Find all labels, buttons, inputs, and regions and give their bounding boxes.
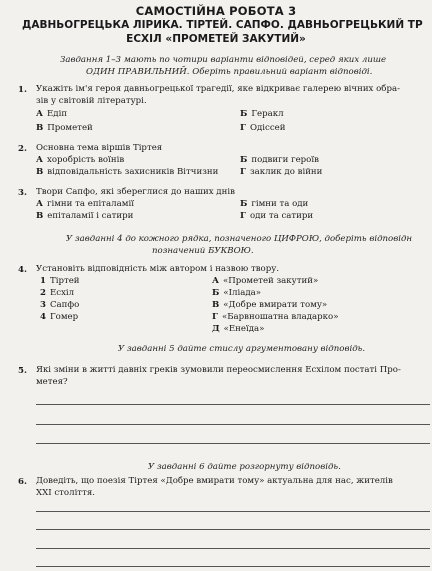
option-letter: Г (240, 167, 246, 177)
question-2-option-a[interactable] (36, 155, 124, 165)
question-5-text-line2: метея? (36, 377, 68, 387)
option-text: Одіссей (249, 123, 286, 133)
q4-work-b[interactable] (212, 288, 261, 298)
question-3-number: 3. (18, 188, 27, 198)
option-letter: Г (240, 123, 246, 133)
option-letter: В (36, 167, 44, 177)
instruction-6: У завданні 6 дайте розгорнуту відповідь. (148, 462, 341, 472)
question-6-number: 6. (18, 477, 27, 487)
match-text: «Барвношатна владарко» (221, 312, 339, 322)
q4-author-3 (40, 300, 79, 310)
instruction-1-line1: Завдання 1–3 мають по чотири варіанти відповідей, серед яких лише (60, 55, 387, 65)
question-6-text-line2: XXI століття. (36, 488, 95, 498)
question-2-number: 2. (18, 144, 27, 154)
answer-line[interactable] (36, 424, 430, 425)
match-text: «Прометей закутий» (223, 276, 319, 286)
option-letter: А (36, 109, 43, 119)
question-2-text: Основна тема віршів Тіртея (36, 143, 163, 153)
question-1-option-c[interactable] (36, 123, 93, 133)
question-2-option-c[interactable] (36, 167, 218, 177)
instruction-1-line2: ОДИН ПРАВИЛЬНИЙ. Оберіть правильний варіант відповіді. (86, 67, 373, 77)
option-letter: Г (240, 211, 246, 221)
option-text: відповідальність захисників Вітчизни (47, 167, 219, 177)
option-text: заклик до війни (249, 167, 323, 177)
option-text: Геракл (251, 109, 284, 119)
question-6-text-line1: Доведіть, що поезія Тіртея «Добре вмирати тому» актуальна для нас, жителів (36, 476, 393, 486)
match-letter: Д (212, 324, 220, 334)
worksheet-subtitle-line2: ЕСХІЛ «ПРОМЕТЕЙ ЗАКУТИЙ» (126, 33, 306, 45)
match-text: Тіртей (49, 276, 80, 286)
match-text: «Іліада» (223, 288, 262, 298)
match-letter: Г (212, 312, 218, 322)
match-text: «Енеїда» (223, 324, 265, 334)
question-5-number: 5. (18, 366, 27, 376)
answer-line[interactable] (36, 404, 430, 405)
question-1-text-line2: зів у світовій літературі. (36, 96, 147, 106)
question-3-option-a[interactable] (36, 199, 134, 209)
match-text: Сапфо (49, 300, 80, 310)
match-letter: А (212, 276, 219, 286)
q4-work-d[interactable] (212, 312, 338, 322)
answer-line[interactable] (36, 511, 430, 512)
match-letter: В (212, 300, 220, 310)
question-3-option-c[interactable] (36, 211, 133, 221)
instruction-5: У завданні 5 дайте стислу аргументовану відповідь. (118, 344, 366, 354)
answer-line[interactable] (36, 529, 430, 530)
q4-author-1 (40, 276, 80, 286)
question-5-text-line1: Які зміни в житті давніх греків зумовили переосмислення Есхілом постаті Про- (36, 365, 401, 375)
question-4-text: Установіть відповідність між автором і назвою твору. (36, 264, 280, 274)
option-letter: Б (240, 155, 248, 165)
question-1-text-line1: Укажіть ім'я героя давньогрецької трагедії, яке відкриває галерею вічних обра- (36, 84, 401, 94)
option-letter: В (36, 123, 44, 133)
question-1-option-a[interactable] (36, 109, 67, 119)
question-3-text: Твори Сапфо, які збереглися до наших днів (36, 187, 235, 197)
q4-author-4 (40, 312, 78, 322)
question-4-number: 4. (18, 265, 27, 275)
instruction-4-line2: позначений БУКВОЮ. (152, 246, 254, 256)
question-1-option-d[interactable] (240, 123, 285, 133)
question-1-option-b[interactable] (240, 109, 284, 119)
instruction-4-line1: У завданні 4 до кожного рядка, позначеного ЦИФРОЮ, доберіть відповідн (66, 234, 413, 244)
answer-line[interactable] (36, 443, 430, 444)
question-2-option-b[interactable] (240, 155, 319, 165)
worksheet-title: САМОСТІЙНА РОБОТА 3 (135, 4, 297, 18)
match-text: Есхіл (49, 288, 75, 298)
option-text: хоробрість воїнів (47, 155, 125, 165)
option-letter: Б (240, 199, 248, 209)
match-letter: Б (212, 288, 220, 298)
match-number: 2 (40, 288, 46, 298)
q4-work-a[interactable] (212, 276, 318, 286)
q4-author-2 (40, 288, 74, 298)
match-text: «Добре вмирати тому» (223, 300, 328, 310)
match-text: Гомер (49, 312, 79, 322)
option-text: епіталамії і сатири (47, 211, 134, 221)
option-text: оди та сатири (249, 211, 314, 221)
match-number: 1 (40, 276, 46, 286)
option-letter: В (36, 211, 44, 221)
q4-work-e[interactable] (212, 324, 264, 334)
option-text: подвиги героїв (251, 155, 319, 165)
answer-line[interactable] (36, 548, 430, 549)
option-text: Прометей (47, 123, 93, 133)
question-1-number: 1. (18, 85, 27, 95)
option-letter: А (36, 199, 43, 209)
option-letter: Б (240, 109, 248, 119)
worksheet-subtitle-line1: ДАВНЬОГРЕЦЬКА ЛІРИКА. ТІРТЕЙ. САПФО. ДАВНЬОГРЕЦЬКИЙ ТР (22, 19, 423, 31)
option-letter: А (36, 155, 43, 165)
question-2-option-d[interactable] (240, 167, 322, 177)
question-3-option-b[interactable] (240, 199, 308, 209)
option-text: Едіп (47, 109, 68, 119)
question-3-option-d[interactable] (240, 211, 313, 221)
option-text: гімни та оди (251, 199, 309, 209)
option-text: гімни та епіталамії (47, 199, 134, 209)
match-number: 4 (40, 312, 46, 322)
match-number: 3 (40, 300, 46, 310)
q4-work-c[interactable] (212, 300, 327, 310)
answer-line[interactable] (36, 566, 430, 567)
